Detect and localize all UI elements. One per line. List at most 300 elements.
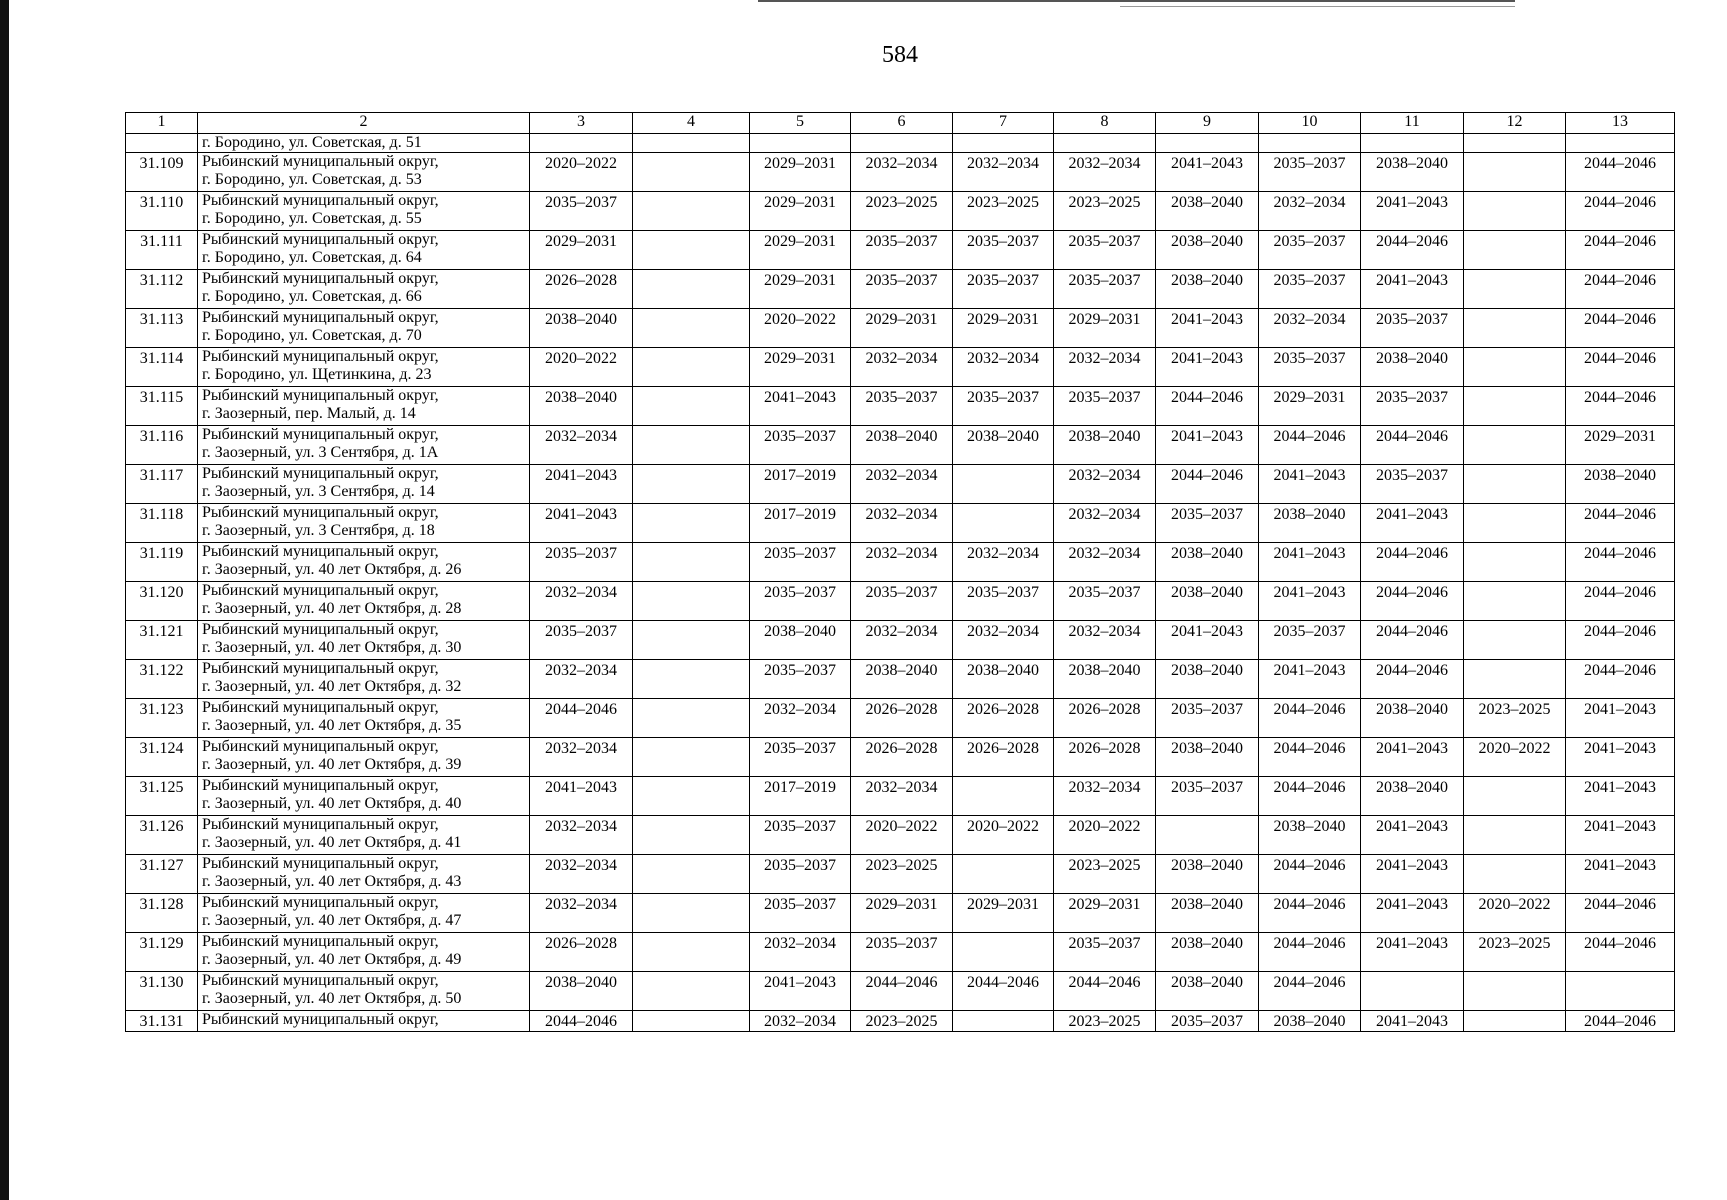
year-range-cell: 2020–2022 — [1054, 816, 1156, 855]
year-range-cell: 2026–2028 — [851, 738, 953, 777]
year-range-cell: 2035–2037 — [1156, 777, 1259, 816]
cell — [530, 134, 633, 153]
year-range-cell: 2032–2034 — [750, 1011, 851, 1032]
address-cell — [198, 855, 530, 894]
row-number: 31.125 — [126, 777, 198, 816]
year-range-cell: 2044–2046 — [1566, 309, 1675, 348]
year-range-cell: 2029–2031 — [750, 348, 851, 387]
year-range-cell: 2044–2046 — [1259, 738, 1361, 777]
table-row — [126, 660, 1675, 699]
column-header: 4 — [633, 113, 750, 134]
address-cell — [198, 621, 530, 660]
year-range-cell: 2038–2040 — [1156, 738, 1259, 777]
year-range-cell — [633, 894, 750, 933]
year-range-cell: 2035–2037 — [750, 426, 851, 465]
row-number: 31.117 — [126, 465, 198, 504]
column-header: 8 — [1054, 113, 1156, 134]
row-number: 31.129 — [126, 933, 198, 972]
year-range-cell: 2026–2028 — [1054, 738, 1156, 777]
address-line-1: Рыбинский муниципальный округ, — [202, 348, 439, 365]
year-range-cell — [1464, 231, 1566, 270]
year-range-cell: 2023–2025 — [1464, 699, 1566, 738]
year-range-cell — [1464, 465, 1566, 504]
year-range-cell — [1464, 972, 1566, 1011]
year-range-cell — [1464, 855, 1566, 894]
year-range-cell — [633, 465, 750, 504]
row-number: 31.116 — [126, 426, 198, 465]
year-range-cell: 2044–2046 — [530, 699, 633, 738]
year-range-cell: 2032–2034 — [530, 894, 633, 933]
year-range-cell: 2035–2037 — [953, 270, 1054, 309]
year-range-cell — [633, 153, 750, 192]
address-cell — [198, 972, 530, 1011]
cell — [851, 134, 953, 153]
year-range-cell: 2044–2046 — [1566, 231, 1675, 270]
year-range-cell: 2044–2046 — [1361, 543, 1464, 582]
address-line-1: Рыбинский муниципальный округ, — [202, 894, 439, 911]
schedule-table — [125, 112, 1675, 1032]
address-line-2: г. Заозерный, ул. 40 лет Октября, д. 26 — [202, 561, 462, 578]
year-range-cell: 2017–2019 — [750, 504, 851, 543]
row-number: 31.124 — [126, 738, 198, 777]
year-range-cell: 2029–2031 — [953, 894, 1054, 933]
address-cell — [198, 543, 530, 582]
address-line-2: г. Бородино, ул. Советская, д. 70 — [202, 327, 422, 344]
year-range-cell: 2029–2031 — [530, 231, 633, 270]
year-range-cell — [1464, 192, 1566, 231]
year-range-cell: 2038–2040 — [750, 621, 851, 660]
year-range-cell: 2029–2031 — [750, 153, 851, 192]
year-range-cell: 2035–2037 — [1156, 1011, 1259, 1032]
table-row — [126, 192, 1675, 231]
year-range-cell: 2032–2034 — [1054, 465, 1156, 504]
year-range-cell: 2038–2040 — [1156, 855, 1259, 894]
year-range-cell: 2038–2040 — [1361, 699, 1464, 738]
year-range-cell — [633, 738, 750, 777]
year-range-cell: 2032–2034 — [1054, 543, 1156, 582]
year-range-cell: 2038–2040 — [1361, 153, 1464, 192]
table-row — [126, 309, 1675, 348]
address-cell — [198, 153, 530, 192]
year-range-cell: 2035–2037 — [530, 621, 633, 660]
year-range-cell: 2035–2037 — [1054, 387, 1156, 426]
year-range-cell — [1464, 543, 1566, 582]
row-number: 31.120 — [126, 582, 198, 621]
year-range-cell — [633, 1011, 750, 1032]
address-cell — [198, 309, 530, 348]
year-range-cell: 2032–2034 — [530, 738, 633, 777]
row-number: 31.112 — [126, 270, 198, 309]
year-range-cell: 2035–2037 — [1259, 231, 1361, 270]
year-range-cell — [633, 543, 750, 582]
year-range-cell — [1464, 582, 1566, 621]
year-range-cell: 2035–2037 — [750, 660, 851, 699]
column-header: 3 — [530, 113, 633, 134]
year-range-cell — [633, 933, 750, 972]
table-row — [126, 465, 1675, 504]
year-range-cell: 2035–2037 — [1054, 582, 1156, 621]
year-range-cell — [953, 504, 1054, 543]
table-row — [126, 387, 1675, 426]
row-number: 31.130 — [126, 972, 198, 1011]
year-range-cell: 2041–2043 — [1566, 699, 1675, 738]
address-cell — [198, 777, 530, 816]
address-line-1: Рыбинский муниципальный округ, — [202, 270, 439, 287]
year-range-cell: 2038–2040 — [1566, 465, 1675, 504]
year-range-cell: 2032–2034 — [851, 504, 953, 543]
cell — [633, 134, 750, 153]
cell — [126, 134, 198, 153]
year-range-cell — [1464, 816, 1566, 855]
year-range-cell: 2038–2040 — [1259, 1011, 1361, 1032]
year-range-cell: 2038–2040 — [1156, 894, 1259, 933]
year-range-cell — [1464, 348, 1566, 387]
year-range-cell: 2044–2046 — [1566, 543, 1675, 582]
address-cell — [198, 660, 530, 699]
year-range-cell: 2038–2040 — [530, 309, 633, 348]
cell — [750, 134, 851, 153]
year-range-cell — [1464, 426, 1566, 465]
year-range-cell: 2038–2040 — [1156, 972, 1259, 1011]
year-range-cell: 2035–2037 — [953, 582, 1054, 621]
year-range-cell: 2029–2031 — [750, 192, 851, 231]
year-range-cell: 2038–2040 — [1361, 777, 1464, 816]
year-range-cell: 2029–2031 — [851, 309, 953, 348]
year-range-cell: 2044–2046 — [1259, 777, 1361, 816]
year-range-cell: 2041–2043 — [1361, 738, 1464, 777]
column-header: 13 — [1566, 113, 1675, 134]
row-number: 31.121 — [126, 621, 198, 660]
year-range-cell: 2035–2037 — [851, 387, 953, 426]
year-range-cell — [953, 1011, 1054, 1032]
year-range-cell — [1566, 972, 1675, 1011]
address-line-2: г. Заозерный, ул. 40 лет Октября, д. 47 — [202, 912, 462, 929]
year-range-cell: 2035–2037 — [1361, 309, 1464, 348]
year-range-cell — [1464, 504, 1566, 543]
year-range-cell: 2032–2034 — [1259, 309, 1361, 348]
year-range-cell: 2032–2034 — [530, 855, 633, 894]
year-range-cell: 2044–2046 — [1259, 426, 1361, 465]
year-range-cell: 2041–2043 — [1566, 777, 1675, 816]
address-cell — [198, 894, 530, 933]
year-range-cell: 2032–2034 — [530, 426, 633, 465]
year-range-cell — [1464, 621, 1566, 660]
year-range-cell: 2032–2034 — [851, 465, 953, 504]
year-range-cell: 2041–2043 — [1361, 816, 1464, 855]
table-row — [126, 816, 1675, 855]
table-row — [126, 348, 1675, 387]
address-line-1: Рыбинский муниципальный округ, — [202, 504, 439, 521]
address-line-2: г. Бородино, ул. Советская, д. 64 — [202, 249, 422, 266]
table-row — [126, 738, 1675, 777]
year-range-cell: 2044–2046 — [1259, 855, 1361, 894]
year-range-cell: 2023–2025 — [1054, 192, 1156, 231]
year-range-cell: 2029–2031 — [750, 270, 851, 309]
year-range-cell: 2041–2043 — [1566, 855, 1675, 894]
year-range-cell: 2044–2046 — [1054, 972, 1156, 1011]
year-range-cell: 2044–2046 — [1566, 894, 1675, 933]
column-header: 10 — [1259, 113, 1361, 134]
year-range-cell: 2041–2043 — [530, 504, 633, 543]
year-range-cell: 2035–2037 — [750, 543, 851, 582]
address-line-2: г. Заозерный, пер. Малый, д. 14 — [202, 405, 416, 422]
year-range-cell: 2038–2040 — [1156, 231, 1259, 270]
table-row — [126, 699, 1675, 738]
address-cell — [198, 933, 530, 972]
address-line-1: Рыбинский муниципальный округ, — [202, 699, 439, 716]
year-range-cell: 2044–2046 — [1361, 582, 1464, 621]
cell — [1464, 134, 1566, 153]
year-range-cell: 2041–2043 — [1156, 621, 1259, 660]
year-range-cell: 2029–2031 — [750, 231, 851, 270]
year-range-cell — [1464, 153, 1566, 192]
year-range-cell: 2035–2037 — [1259, 153, 1361, 192]
cell — [953, 134, 1054, 153]
address-line-2: г. Заозерный, ул. 40 лет Октября, д. 43 — [202, 873, 462, 890]
year-range-cell: 2038–2040 — [1156, 660, 1259, 699]
year-range-cell: 2026–2028 — [953, 738, 1054, 777]
year-range-cell — [633, 309, 750, 348]
year-range-cell: 2041–2043 — [1566, 816, 1675, 855]
year-range-cell: 2038–2040 — [953, 426, 1054, 465]
year-range-cell: 2029–2031 — [1054, 894, 1156, 933]
year-range-cell: 2032–2034 — [953, 348, 1054, 387]
row-number: 31.110 — [126, 192, 198, 231]
cell — [1259, 134, 1361, 153]
year-range-cell: 2029–2031 — [953, 309, 1054, 348]
year-range-cell: 2035–2037 — [750, 816, 851, 855]
year-range-cell: 2032–2034 — [530, 660, 633, 699]
year-range-cell: 2035–2037 — [1259, 270, 1361, 309]
year-range-cell — [953, 933, 1054, 972]
table-row — [126, 933, 1675, 972]
year-range-cell: 2038–2040 — [851, 660, 953, 699]
year-range-cell: 2038–2040 — [1156, 192, 1259, 231]
year-range-cell: 2020–2022 — [530, 153, 633, 192]
year-range-cell: 2026–2028 — [1054, 699, 1156, 738]
year-range-cell — [1464, 777, 1566, 816]
year-range-cell: 2041–2043 — [1361, 855, 1464, 894]
address-line-1: Рыбинский муниципальный округ, — [202, 387, 439, 404]
year-range-cell: 2020–2022 — [530, 348, 633, 387]
table-row — [126, 777, 1675, 816]
year-range-cell — [1464, 1011, 1566, 1032]
year-range-cell: 2038–2040 — [1156, 270, 1259, 309]
year-range-cell: 2044–2046 — [1156, 387, 1259, 426]
year-range-cell: 2044–2046 — [1566, 582, 1675, 621]
year-range-cell: 2035–2037 — [1361, 387, 1464, 426]
address-line-2: г. Заозерный, ул. 40 лет Октября, д. 39 — [202, 756, 462, 773]
year-range-cell: 2029–2031 — [1054, 309, 1156, 348]
year-range-cell: 2038–2040 — [530, 387, 633, 426]
cell — [1054, 134, 1156, 153]
address-cell — [198, 231, 530, 270]
address-line-2: г. Бородино, ул. Советская, д. 55 — [202, 210, 422, 227]
row-number: 31.126 — [126, 816, 198, 855]
address-line-1: Рыбинский муниципальный округ, — [202, 426, 439, 443]
year-range-cell: 2023–2025 — [1054, 855, 1156, 894]
year-range-cell: 2041–2043 — [1156, 348, 1259, 387]
year-range-cell — [633, 660, 750, 699]
year-range-cell: 2035–2037 — [851, 933, 953, 972]
year-range-cell: 2035–2037 — [1054, 231, 1156, 270]
address-line-2: г. Заозерный, ул. 40 лет Октября, д. 32 — [202, 678, 462, 695]
row-number: 31.119 — [126, 543, 198, 582]
year-range-cell: 2017–2019 — [750, 465, 851, 504]
year-range-cell: 2041–2043 — [750, 972, 851, 1011]
year-range-cell: 2023–2025 — [1054, 1011, 1156, 1032]
address-line-2: г. Заозерный, ул. 3 Сентября, д. 18 — [202, 522, 435, 539]
year-range-cell — [633, 816, 750, 855]
table-row — [126, 270, 1675, 309]
year-range-cell — [1464, 309, 1566, 348]
address-line-1: Рыбинский муниципальный округ, — [202, 777, 439, 794]
table-row — [126, 894, 1675, 933]
address-cell — [198, 270, 530, 309]
year-range-cell: 2020–2022 — [953, 816, 1054, 855]
year-range-cell: 2041–2043 — [1361, 504, 1464, 543]
year-range-cell — [633, 621, 750, 660]
year-range-cell: 2035–2037 — [1259, 621, 1361, 660]
year-range-cell: 2035–2037 — [1054, 933, 1156, 972]
header-row — [126, 113, 1675, 134]
address-line-1: Рыбинский муниципальный округ, — [202, 582, 439, 599]
address-line-2: г. Бородино, ул. Щетинкина, д. 23 — [202, 366, 432, 383]
address-line-2: г. Заозерный, ул. 40 лет Октября, д. 30 — [202, 639, 462, 656]
row-number: 31.113 — [126, 309, 198, 348]
year-range-cell: 2023–2025 — [851, 1011, 953, 1032]
year-range-cell: 2032–2034 — [750, 699, 851, 738]
column-header: 1 — [126, 113, 198, 134]
year-range-cell — [633, 504, 750, 543]
year-range-cell: 2041–2043 — [530, 777, 633, 816]
year-range-cell: 2044–2046 — [1566, 387, 1675, 426]
address-line-1: Рыбинский муниципальный округ, — [202, 660, 439, 677]
year-range-cell: 2035–2037 — [1156, 504, 1259, 543]
row-number: 31.115 — [126, 387, 198, 426]
table-row — [126, 582, 1675, 621]
address-cell — [198, 816, 530, 855]
table-row — [126, 504, 1675, 543]
table-row — [126, 153, 1675, 192]
row-number: 31.114 — [126, 348, 198, 387]
row-number: 31.123 — [126, 699, 198, 738]
column-header: 5 — [750, 113, 851, 134]
year-range-cell: 2038–2040 — [1054, 660, 1156, 699]
year-range-cell: 2032–2034 — [851, 348, 953, 387]
row-number: 31.109 — [126, 153, 198, 192]
year-range-cell — [1156, 816, 1259, 855]
address-line-2: г. Заозерный, ул. 40 лет Октября, д. 41 — [202, 834, 462, 851]
address-line-2: г. Заозерный, ул. 40 лет Октября, д. 49 — [202, 951, 462, 968]
year-range-cell: 2044–2046 — [1566, 1011, 1675, 1032]
year-range-cell: 2041–2043 — [1156, 309, 1259, 348]
year-range-cell: 2041–2043 — [1361, 1011, 1464, 1032]
year-range-cell: 2044–2046 — [1259, 933, 1361, 972]
year-range-cell: 2032–2034 — [1054, 153, 1156, 192]
year-range-cell: 2017–2019 — [750, 777, 851, 816]
address-cell — [198, 582, 530, 621]
table-row — [126, 855, 1675, 894]
year-range-cell: 2041–2043 — [1259, 660, 1361, 699]
year-range-cell — [633, 972, 750, 1011]
year-range-cell — [633, 387, 750, 426]
year-range-cell: 2044–2046 — [530, 1011, 633, 1032]
row-number: 31.111 — [126, 231, 198, 270]
address-cell — [198, 504, 530, 543]
address-line-1: Рыбинский муниципальный округ, — [202, 816, 439, 833]
year-range-cell: 2032–2034 — [851, 621, 953, 660]
year-range-cell — [633, 699, 750, 738]
year-range-cell — [633, 582, 750, 621]
row-number: 31.118 — [126, 504, 198, 543]
year-range-cell — [633, 855, 750, 894]
year-range-cell: 2035–2037 — [530, 543, 633, 582]
year-range-cell: 2032–2034 — [1259, 192, 1361, 231]
address-line-2: г. Заозерный, ул. 3 Сентября, д. 1А — [202, 444, 439, 461]
year-range-cell: 2044–2046 — [1259, 699, 1361, 738]
year-range-cell: 2023–2025 — [953, 192, 1054, 231]
year-range-cell: 2038–2040 — [530, 972, 633, 1011]
year-range-cell: 2020–2022 — [750, 309, 851, 348]
year-range-cell: 2032–2034 — [1054, 621, 1156, 660]
year-range-cell: 2032–2034 — [953, 543, 1054, 582]
address-line-1: Рыбинский муниципальный округ, — [202, 153, 439, 170]
year-range-cell: 2038–2040 — [953, 660, 1054, 699]
address-line-1: Рыбинский муниципальный округ, — [202, 855, 439, 872]
year-range-cell: 2020–2022 — [1464, 738, 1566, 777]
address-line-1: Рыбинский муниципальный округ, — [202, 543, 439, 560]
top-rule — [758, 0, 1515, 2]
address-line-1: Рыбинский муниципальный округ, — [202, 933, 439, 950]
address-line-1: Рыбинский муниципальный округ, — [202, 192, 439, 209]
address-line-1: Рыбинский муниципальный округ, — [202, 738, 439, 755]
year-range-cell: 2032–2034 — [851, 153, 953, 192]
year-range-cell: 2035–2037 — [851, 231, 953, 270]
year-range-cell: 2029–2031 — [1566, 426, 1675, 465]
year-range-cell: 2041–2043 — [1361, 270, 1464, 309]
column-header: 2 — [198, 113, 530, 134]
year-range-cell: 2044–2046 — [1566, 270, 1675, 309]
address-line-1: Рыбинский муниципальный округ, — [202, 972, 439, 989]
year-range-cell: 2032–2034 — [953, 153, 1054, 192]
top-rule-secondary — [1120, 6, 1515, 7]
year-range-cell: 2038–2040 — [1361, 348, 1464, 387]
year-range-cell: 2041–2043 — [750, 387, 851, 426]
row-number: 31.127 — [126, 855, 198, 894]
year-range-cell: 2041–2043 — [1156, 426, 1259, 465]
year-range-cell: 2038–2040 — [1259, 816, 1361, 855]
cell — [1566, 134, 1675, 153]
address-cell — [198, 192, 530, 231]
year-range-cell: 2020–2022 — [851, 816, 953, 855]
address-line-2: г. Заозерный, ул. 40 лет Октября, д. 50 — [202, 990, 462, 1007]
year-range-cell: 2041–2043 — [530, 465, 633, 504]
year-range-cell: 2020–2022 — [1464, 894, 1566, 933]
year-range-cell: 2023–2025 — [851, 855, 953, 894]
table-row-partial — [126, 1011, 1675, 1032]
cell — [1361, 134, 1464, 153]
year-range-cell: 2029–2031 — [851, 894, 953, 933]
page-number: 584 — [882, 42, 918, 68]
year-range-cell: 2038–2040 — [851, 426, 953, 465]
year-range-cell: 2032–2034 — [851, 777, 953, 816]
year-range-cell: 2035–2037 — [953, 231, 1054, 270]
year-range-cell: 2038–2040 — [1156, 543, 1259, 582]
address-line-1: Рыбинский муниципальный округ, — [202, 621, 439, 638]
year-range-cell: 2044–2046 — [1566, 153, 1675, 192]
year-range-cell: 2044–2046 — [1361, 621, 1464, 660]
